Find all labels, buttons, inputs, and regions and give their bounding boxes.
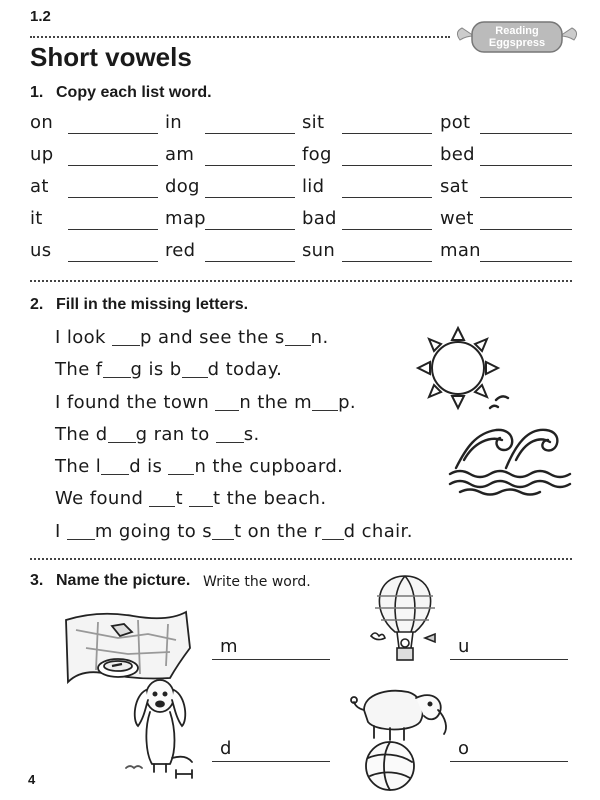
list-word: map: [165, 208, 206, 229]
sentence-5: [55, 456, 343, 477]
sentence-3: [55, 392, 356, 413]
sentence-text: d today.: [207, 359, 283, 380]
letter-blank[interactable]: [322, 523, 344, 540]
list-word: sit: [302, 112, 325, 133]
answer-line[interactable]: [212, 659, 330, 660]
reading-eggspress-logo: [452, 14, 582, 58]
answer-start-letter: u: [458, 636, 470, 657]
copy-blank[interactable]: [205, 165, 295, 166]
sentence-text: p.: [338, 392, 357, 413]
answer-line[interactable]: [212, 761, 330, 762]
section2-number: 2.: [30, 296, 44, 313]
sentence-text: t on the r: [234, 521, 322, 542]
answer-line[interactable]: [450, 761, 568, 762]
copy-blank[interactable]: [342, 197, 432, 198]
copy-blank[interactable]: [342, 261, 432, 262]
sentence-4: [55, 424, 260, 445]
page-title: Short vowels: [30, 42, 192, 72]
letter-blank[interactable]: [103, 361, 131, 378]
section3-number: 3.: [30, 572, 44, 589]
copy-blank[interactable]: [205, 197, 295, 198]
list-word: up: [30, 144, 54, 165]
sentence-text: g is b: [130, 359, 182, 380]
sentence-6: [55, 488, 326, 509]
letter-blank[interactable]: [168, 458, 194, 475]
list-word: in: [165, 112, 183, 133]
list-word: pot: [440, 112, 471, 133]
sentence-2: [55, 359, 282, 380]
list-word: lid: [302, 176, 325, 197]
letter-blank[interactable]: [182, 361, 208, 378]
copy-blank[interactable]: [342, 133, 432, 134]
letter-blank[interactable]: [216, 426, 244, 443]
sentence-text: I look: [55, 327, 113, 348]
letter-blank[interactable]: [285, 329, 311, 346]
answer-start-letter: d: [220, 738, 232, 759]
sentence-text: s.: [243, 424, 260, 445]
copy-blank[interactable]: [480, 261, 572, 262]
section2-instruction: Fill in the missing letters.: [56, 296, 249, 313]
section1-instruction: Copy each list word.: [56, 84, 212, 101]
sentence-text: t: [175, 488, 190, 509]
sentence-text: n the m: [239, 392, 313, 413]
sentence-text: The d: [55, 424, 108, 445]
section-divider: [30, 280, 572, 282]
copy-blank[interactable]: [480, 133, 572, 134]
sentence-text: The l: [55, 456, 102, 477]
list-word: on: [30, 112, 54, 133]
answer-line[interactable]: [450, 659, 568, 660]
list-word: fog: [302, 144, 332, 165]
letter-blank[interactable]: [67, 523, 95, 540]
header-dotted-rule: [30, 36, 450, 38]
letter-blank[interactable]: [312, 394, 338, 411]
hot-air-balloon-icon: [365, 572, 455, 672]
page-number: 4: [28, 772, 36, 787]
copy-blank[interactable]: [68, 261, 158, 262]
sentence-text: d chair.: [343, 521, 413, 542]
sentence-text: d is: [129, 456, 169, 477]
sentence-text: n.: [310, 327, 329, 348]
letter-blank[interactable]: [112, 329, 140, 346]
copy-blank[interactable]: [480, 229, 572, 230]
list-word: dog: [165, 176, 200, 197]
sentence-text: m going to s: [94, 521, 213, 542]
letter-blank[interactable]: [189, 490, 213, 507]
copy-blank[interactable]: [205, 229, 295, 230]
logo-text: Reading Eggspress: [488, 25, 546, 49]
list-word: wet: [440, 208, 474, 229]
list-word: it: [30, 208, 43, 229]
copy-blank[interactable]: [480, 197, 572, 198]
list-word: am: [165, 144, 195, 165]
sentence-text: We found: [55, 488, 150, 509]
letter-blank[interactable]: [215, 394, 239, 411]
list-word: at: [30, 176, 49, 197]
wave-icon: [446, 388, 576, 498]
section3-instruction: Write the word.: [203, 574, 311, 590]
sentence-text: n the cupboard.: [194, 456, 344, 477]
copy-blank[interactable]: [68, 197, 158, 198]
copy-blank[interactable]: [205, 261, 295, 262]
copy-blank[interactable]: [68, 165, 158, 166]
sentence-text: t the beach.: [213, 488, 327, 509]
letter-blank[interactable]: [212, 523, 234, 540]
section3-instruction-bold: Name the picture.: [56, 572, 191, 589]
list-word: sat: [440, 176, 469, 197]
answer-start-letter: m: [220, 636, 238, 657]
section1-number: 1.: [30, 84, 44, 101]
sentence-text: I found the town: [55, 392, 216, 413]
copy-blank[interactable]: [342, 229, 432, 230]
list-word: man: [440, 240, 481, 261]
copy-blank[interactable]: [480, 165, 572, 166]
sentence-text: I: [55, 521, 67, 542]
list-word: red: [165, 240, 196, 261]
copy-blank[interactable]: [205, 133, 295, 134]
sentence-7: [55, 521, 413, 542]
sentence-text: The f: [55, 359, 103, 380]
answer-start-letter: o: [458, 738, 470, 759]
sentence-text: g ran to: [135, 424, 216, 445]
list-word: sun: [302, 240, 336, 261]
elephant-on-ball-icon: [348, 682, 454, 792]
letter-blank[interactable]: [149, 490, 175, 507]
list-word: bed: [440, 144, 475, 165]
sentence-1: [55, 327, 329, 348]
copy-blank[interactable]: [342, 165, 432, 166]
letter-blank[interactable]: [108, 426, 136, 443]
lesson-number: 1.2: [30, 8, 51, 25]
list-word: us: [30, 240, 52, 261]
copy-blank[interactable]: [68, 133, 158, 134]
list-word: bad: [302, 208, 337, 229]
dog-icon: [118, 674, 208, 784]
copy-blank[interactable]: [68, 229, 158, 230]
sentence-text: p and see the s: [140, 327, 285, 348]
section-divider: [30, 558, 572, 560]
letter-blank[interactable]: [101, 458, 129, 475]
